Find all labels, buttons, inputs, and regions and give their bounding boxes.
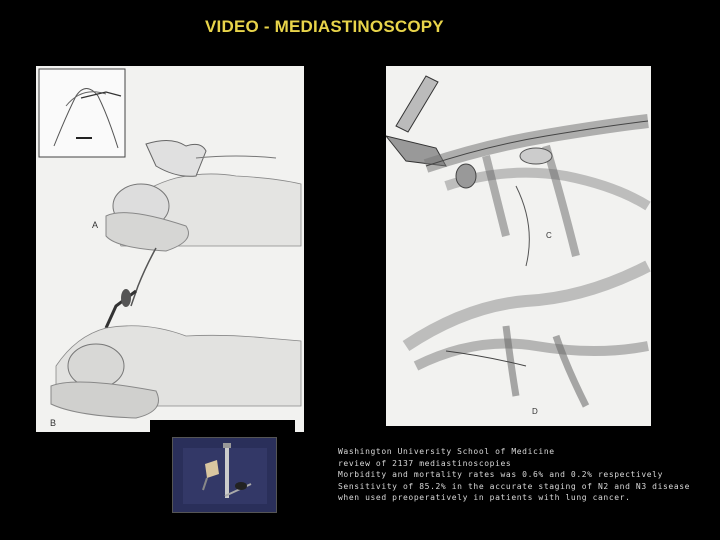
slide-title: VIDEO - MEDIASTINOSCOPY xyxy=(205,17,444,36)
caption-line: Morbidity and mortality rates was 0.6% and 0.2% respectively xyxy=(338,470,663,479)
caption-line: review of 2137 mediastinoscopies xyxy=(338,458,512,468)
panel-b-label: B xyxy=(50,418,57,428)
illustration-patient-positioning xyxy=(36,66,304,432)
panel-c-label: C xyxy=(546,231,552,240)
study-caption xyxy=(338,446,698,504)
panel-a-label: A xyxy=(92,220,99,230)
panel-d-label: D xyxy=(532,407,538,416)
caption-line: when used preoperatively in patients with lung cancer. xyxy=(338,493,631,502)
caption-line: Sensitivity of 85.2% in the accurate staging of N2 and N3 disease xyxy=(338,481,691,491)
illustration-mediastinal-anatomy xyxy=(386,66,651,426)
video-thumbnail[interactable] xyxy=(172,437,277,513)
caption-line: Washington University School of Medicine xyxy=(338,447,555,456)
